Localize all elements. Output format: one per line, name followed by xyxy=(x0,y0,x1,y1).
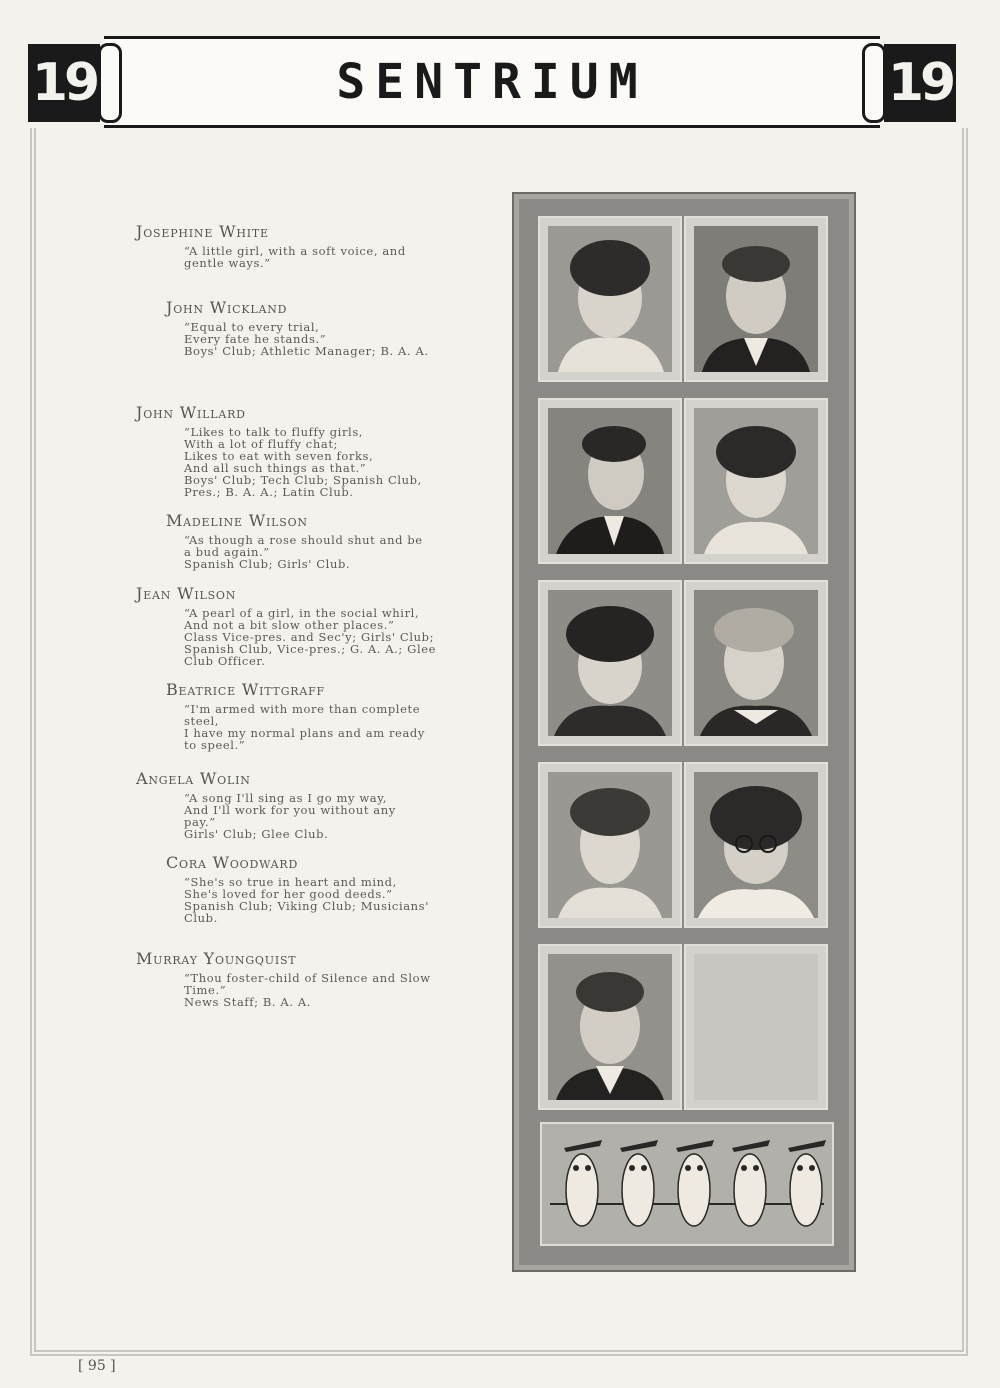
header-banner xyxy=(28,30,956,125)
entry-john-wickland xyxy=(136,298,476,357)
entry-quote: “Thou foster-child of Silence and Slow Time.” News Staff; B. A. A. xyxy=(184,971,431,1009)
portrait-jean-wilson xyxy=(540,582,680,744)
entry-quote: “I'm armed with more than complete steel, I have my normal plans and am ready to speel.” xyxy=(184,702,425,752)
portrait-strip xyxy=(512,192,856,1272)
banner-title-lettering: SENTRIUM xyxy=(336,54,648,110)
portrait-john-willard xyxy=(540,400,680,562)
entry-cora-woodward xyxy=(136,853,476,924)
portrait-josephine-white xyxy=(540,218,680,380)
entry-quote: “Likes to talk to fluffy girls, With a lot of fluffy chat; Likes to eat with seven forks, And all such things as that.” Boys' Club; Tech Club; Spanish Club, Pres.; B. A. A.; Latin Club. xyxy=(184,425,422,499)
entry-name: Angela Wolin xyxy=(136,769,251,788)
entry-name: Jean Wilson xyxy=(136,584,237,603)
year-left: 19 xyxy=(28,44,100,122)
entry-angela-wolin xyxy=(136,769,476,840)
portrait-madeline-wilson xyxy=(686,400,826,562)
entry-name: John Willard xyxy=(136,403,246,422)
entry-josephine-white xyxy=(136,222,476,269)
entry-name: John Wickland xyxy=(166,298,288,317)
entry-beatrice-wittgraff xyxy=(136,680,476,751)
portrait-beatrice-wittgraff xyxy=(686,582,826,744)
portrait-angela-wolin xyxy=(540,764,680,926)
entry-quote: “As though a rose should shut and be a bud again.” Spanish Club; Girls' Club. xyxy=(184,533,423,571)
portrait-john-wickland xyxy=(686,218,826,380)
entry-name: Murray Youngquist xyxy=(136,949,297,968)
entry-quote: “A song I'll sing as I go my way, And I'll work for you without any pay.” Girls' Club; Glee Club. xyxy=(184,791,396,841)
entry-quote: “A pearl of a girl, in the social whirl, And not a bit slow other places.” Class Vice-pres. and Sec'y; Girls' Club; Spanish Club, Vice-pres.; G. A. A.; Glee Club Officer. xyxy=(184,606,437,668)
entry-name: Beatrice Wittgraff xyxy=(166,680,325,699)
owl-illustration xyxy=(542,1124,832,1244)
entry-name: Madeline Wilson xyxy=(166,511,308,530)
entry-jean-wilson xyxy=(136,584,476,667)
portrait-cora-woodward xyxy=(686,764,826,926)
entry-quote: “Equal to every trial, Every fate he stands.” Boys' Club; Athletic Manager; B. A. A. xyxy=(184,320,429,358)
page-number: [ 95 ] xyxy=(78,1358,116,1374)
portrait-murray-youngquist xyxy=(540,946,680,1108)
entry-murray-youngquist xyxy=(136,949,476,1008)
entry-quote: “A little girl, with a soft voice, and gentle ways.” xyxy=(184,244,406,270)
entry-name: Cora Woodward xyxy=(166,853,299,872)
empty-portrait-slot xyxy=(686,946,826,1108)
entry-john-willard xyxy=(136,403,476,498)
entry-name: Josephine White xyxy=(136,222,269,241)
entry-madeline-wilson xyxy=(136,511,476,570)
banner-scroll xyxy=(104,36,880,128)
year-right: 19 xyxy=(884,44,956,122)
entry-quote: “She's so true in heart and mind, She's loved for her good deeds.” Spanish Club; Viking Club; Musicians' Club. xyxy=(184,875,429,925)
